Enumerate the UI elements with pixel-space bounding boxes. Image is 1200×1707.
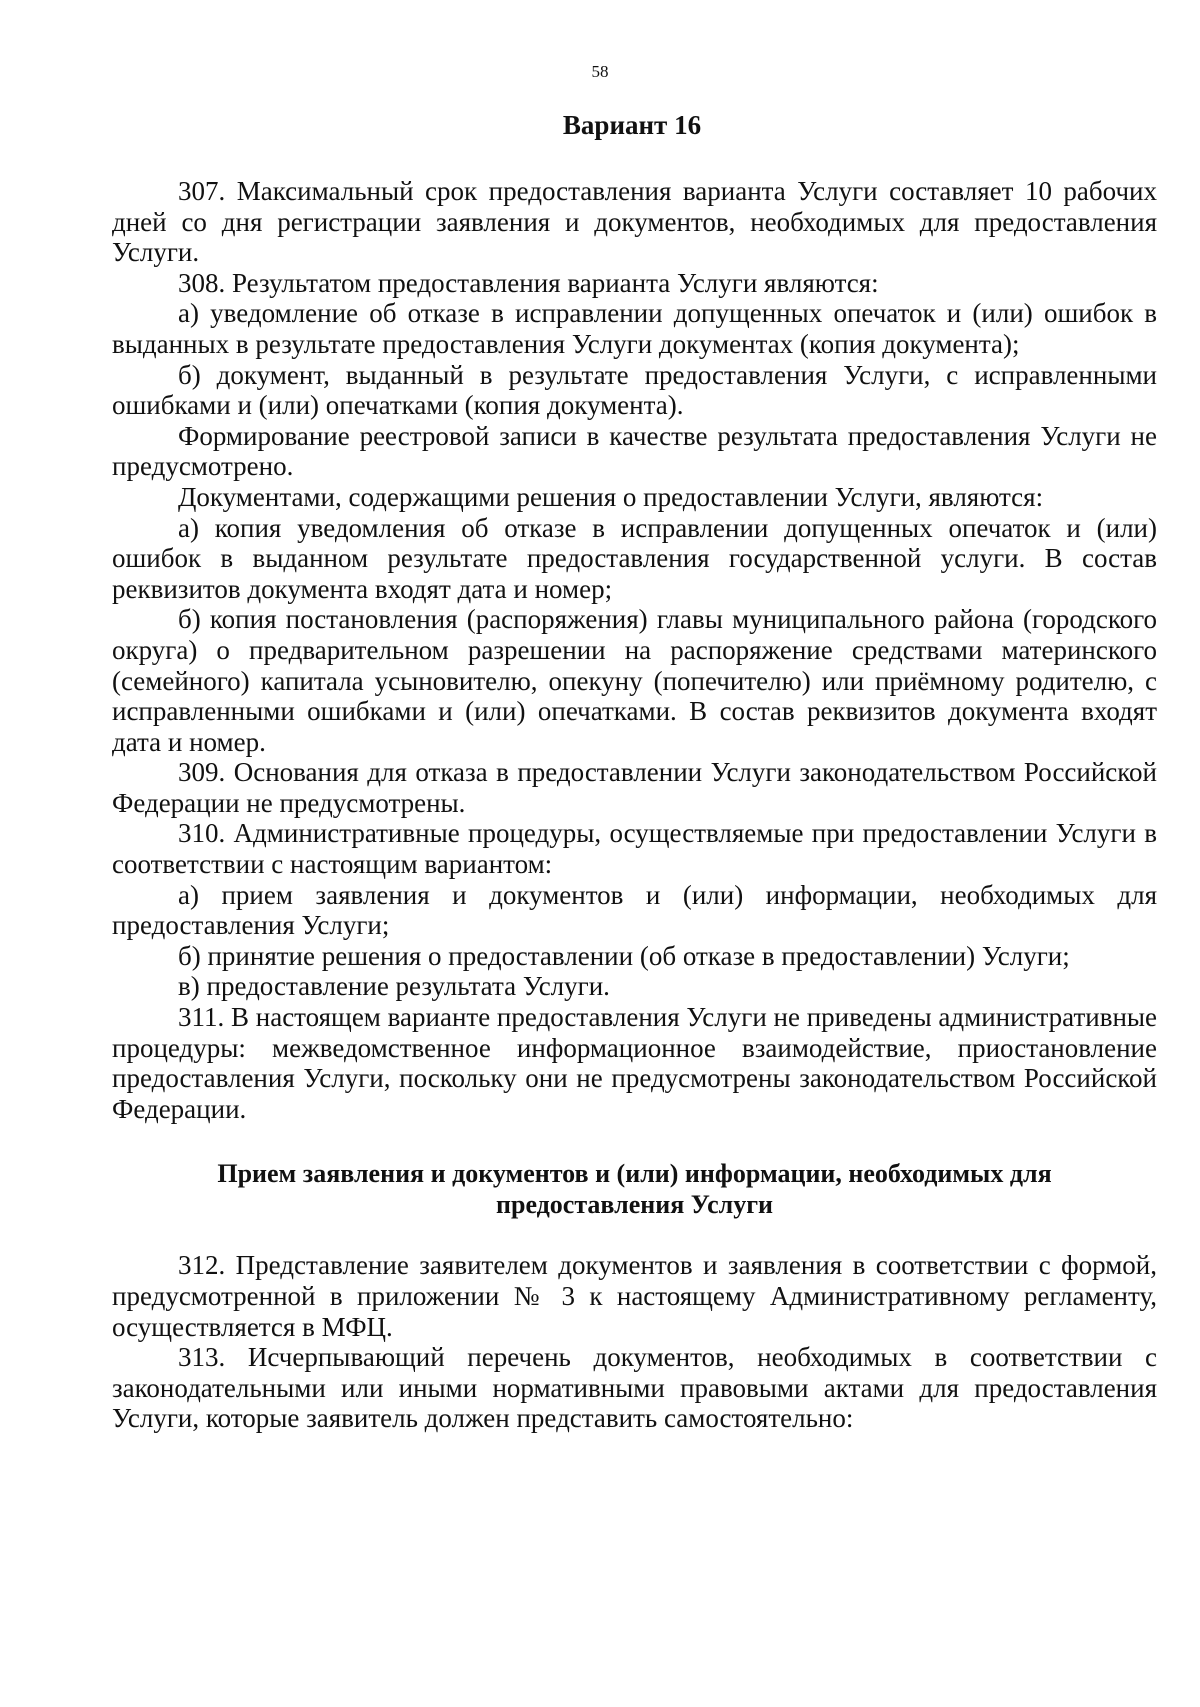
- paragraph-decision-docs: Документами, содержащими решения о предоставлении Услуги, являются:: [178, 481, 1044, 512]
- page-number: 58: [591, 62, 609, 81]
- paragraph-registry-note: Формирование реестровой записи в качестве результата предоставления Услуги не предусмотрено.: [112, 420, 1157, 482]
- paragraph-310-a: а) прием заявления и документов и (или) информации, необходимых для предоставления Услуги;: [112, 879, 1157, 941]
- paragraph-312: 312. Представление заявителем документов и заявления в соответствии с формой, предусмотренной в приложении № 3 к настоящему Административному регламенту, осуществляется в МФЦ.: [112, 1250, 1157, 1342]
- paragraph-307: 307. Максимальный срок предоставления варианта Услуги составляет 10 рабочих дней со дня регистрации заявления и документов, необходимых для предоставления Услуги.: [112, 176, 1157, 268]
- paragraph-309: 309. Основания для отказа в предоставлении Услуги законодательством Российской Федерации не предусмотрены.: [112, 757, 1157, 818]
- paragraph-decision-docs-a: а) копия уведомления об отказе в исправлении допущенных опечаток и (или) ошибок в выданном результате предоставления государственной услуги. В состав реквизитов документа входят дата и номер;: [112, 512, 1157, 604]
- paragraph-313: 313. Исчерпывающий перечень документов, необходимых в соответствии с законодательными или иными нормативными правовыми актами для предоставления Услуги, которые заявитель должен представить самостоятельно:: [112, 1342, 1157, 1434]
- page-title: Вариант 16: [562, 110, 702, 140]
- paragraph-decision-docs-b: б) копия постановления (распоряжения) главы муниципального района (городского округа) о предварительном разрешении на распоряжение средствами материнского (семейного) капитала усыновителю, опекуну (попечителю) или приёмному родителю, с исправленными ошибками и (или) опечатками. В состав реквизитов документа входят дата и номер.: [112, 604, 1157, 757]
- paragraph-310-v: в) предоставление результата Услуги.: [178, 971, 610, 1002]
- paragraph-308: 308. Результатом предоставления варианта Услуги являются:: [178, 267, 879, 298]
- paragraph-308-b: б) документ, выданный в результате предоставления Услуги, с исправленными ошибками и (или) опечатками (копия документа).: [112, 359, 1157, 421]
- document-body: [112, 176, 1157, 1434]
- paragraph-310: 310. Административные процедуры, осуществляемые при предоставлении Услуги в соответствии с настоящим вариантом:: [112, 818, 1157, 880]
- section-heading: Прием заявления и документов и (или) информации, необходимых для предоставления Услуги: [217, 1159, 1052, 1220]
- paragraph-308-a: а) уведомление об отказе в исправлении допущенных опечаток и (или) ошибок в выданных в результате предоставления Услуги документах (копия документа);: [112, 298, 1157, 359]
- paragraph-311: 311. В настоящем варианте предоставления Услуги не приведены административные процедуры: межведомственное информационное взаимодействие, приостановление предоставления Услуги, поскольку они не предусмотрены законодательством Российской Федерации.: [112, 1002, 1158, 1124]
- paragraph-310-b: б) принятие решения о предоставлении (об отказе в предоставлении) Услуги;: [178, 940, 1070, 971]
